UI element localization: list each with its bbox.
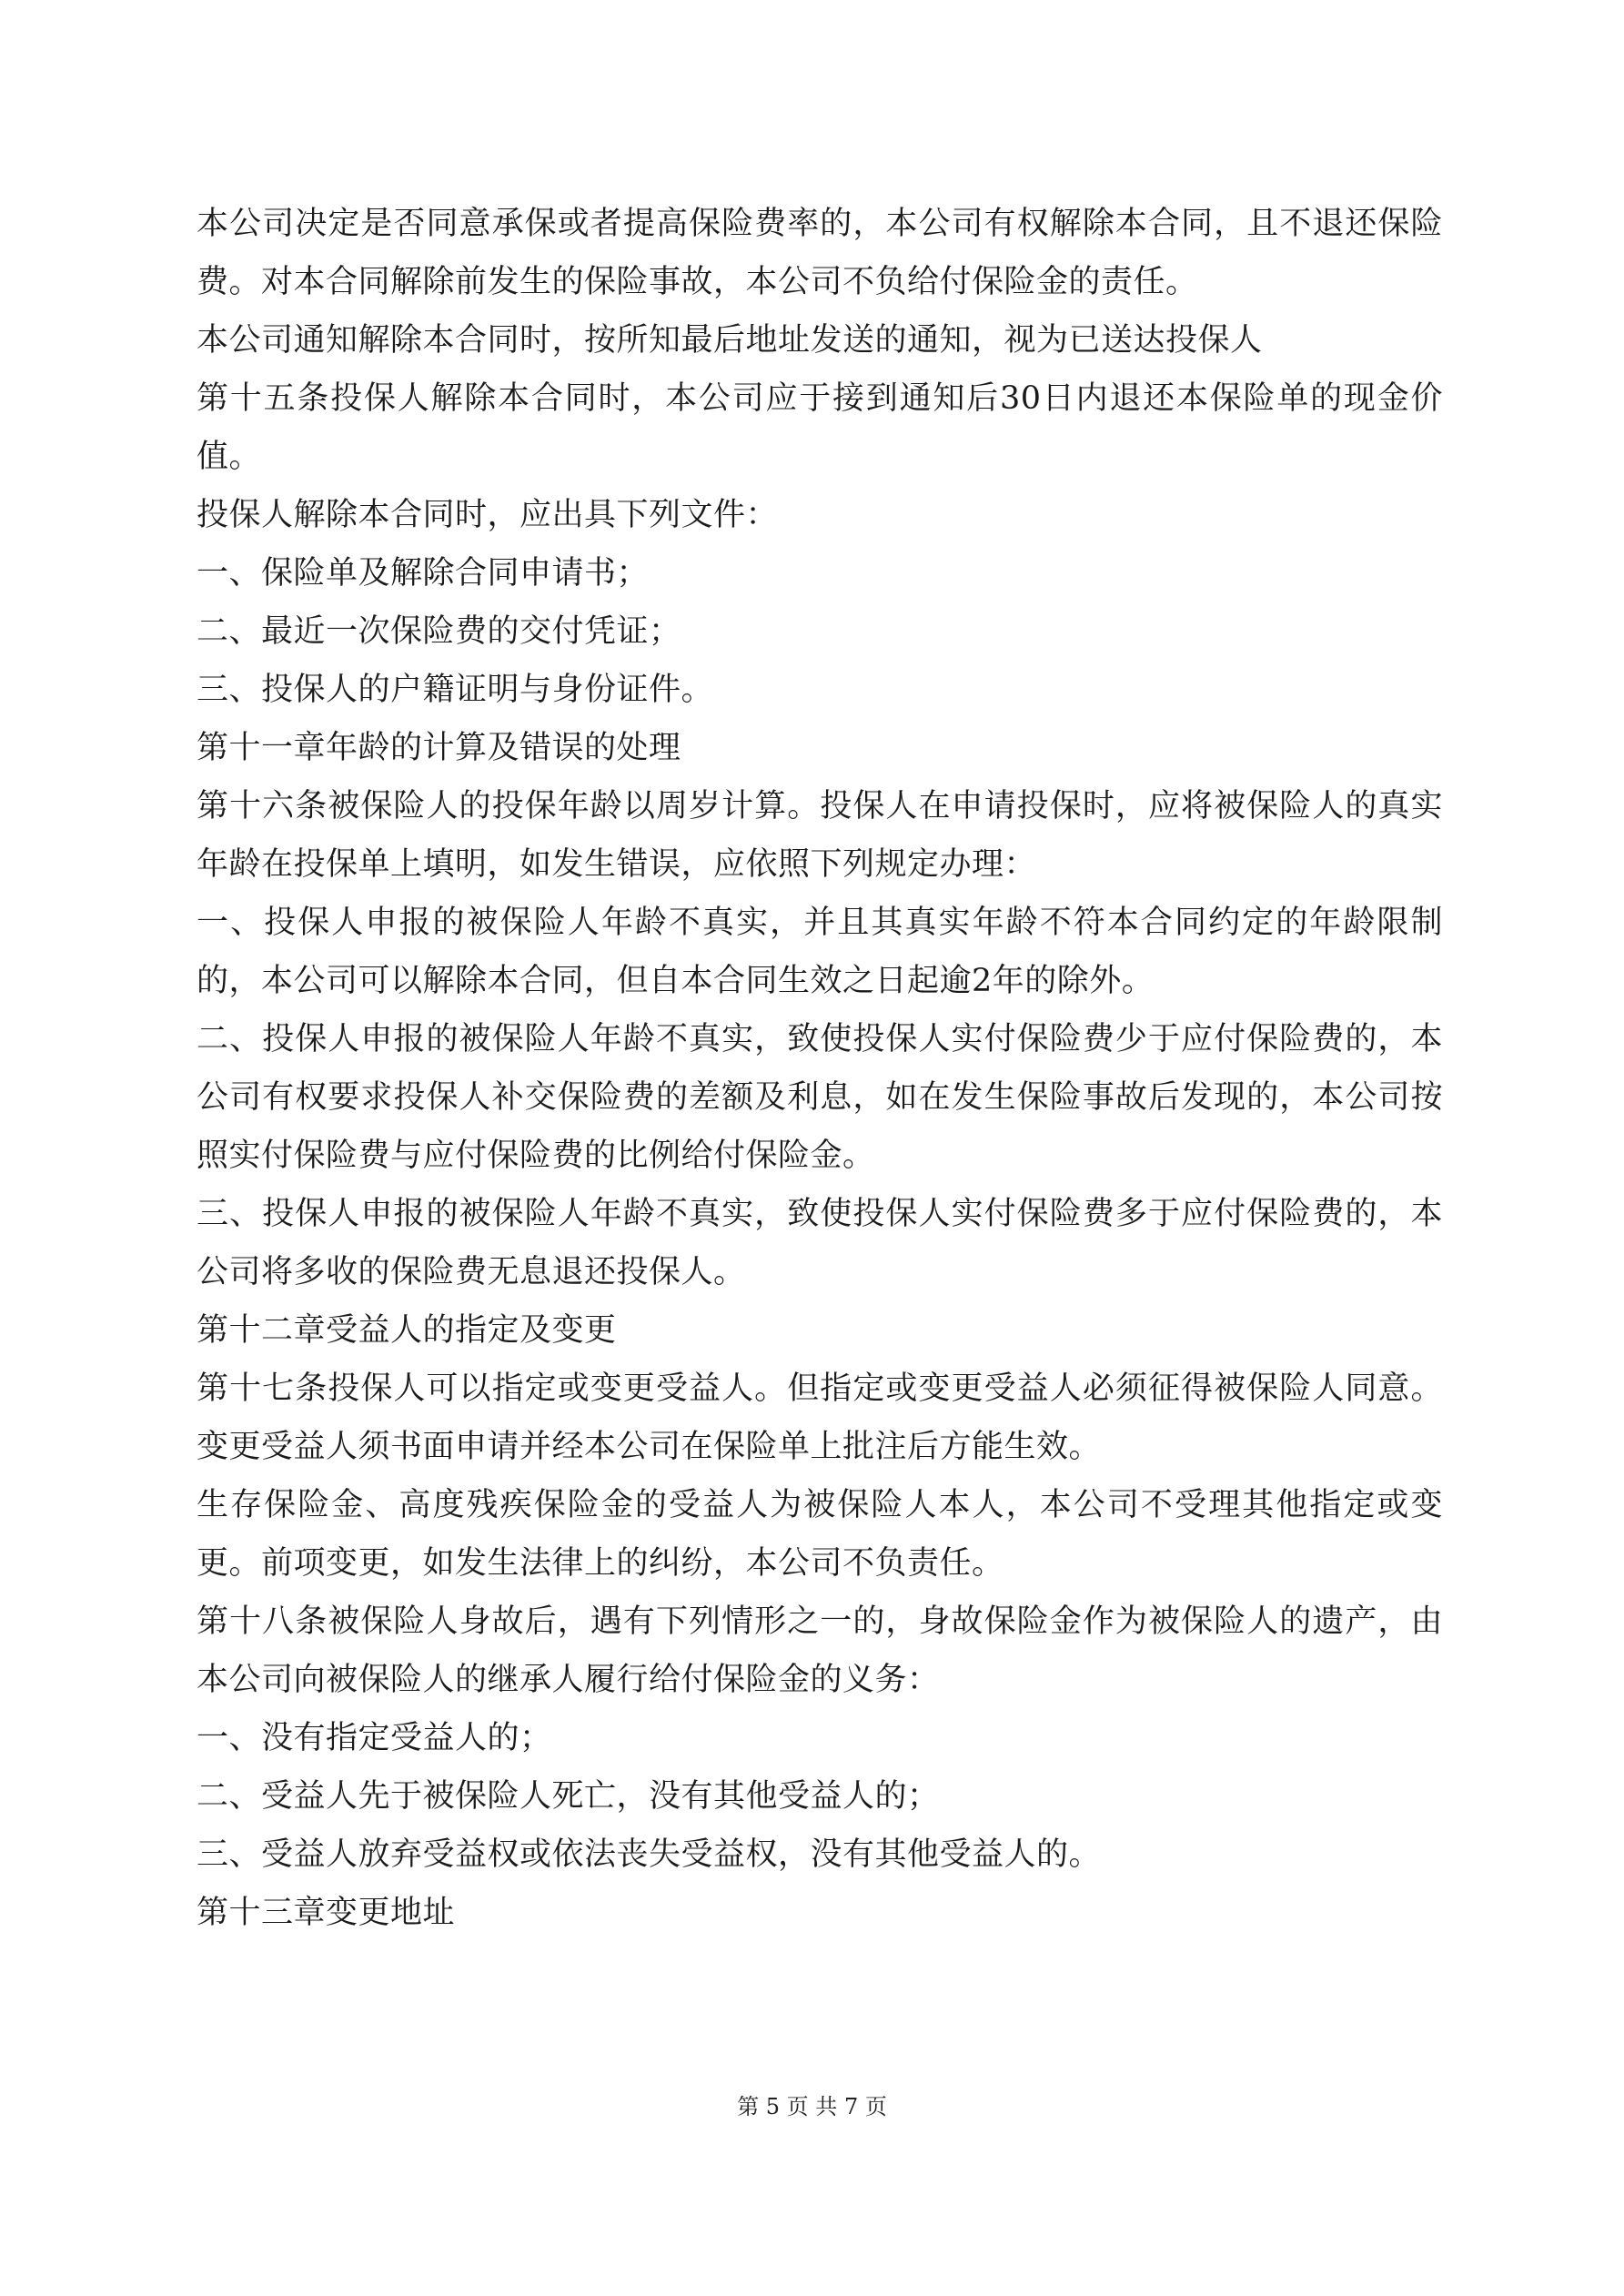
list-item-age-rule-1: 一、投保人申报的被保险人年龄不真实，并且其真实年龄不符本合同约定的年龄限制的，本公司可以解除本合同，但自本合同生效之日起逾2年的除外。 [197, 905, 1443, 999]
paragraph-termination-notice: 本公司通知解除本合同时，按所知最后地址发送的通知，视为已送达投保人 [197, 322, 1263, 359]
list-item-beneficiary-2: 二、受益人先于被保险人死亡，没有其他受益人的； [197, 1778, 940, 1815]
article-17: 第十七条投保人可以指定或变更受益人。但指定或变更受益人必须征得被保险人同意。变更受益人须书面申请并经本公司在保险单上批注后方能生效。 [197, 1371, 1443, 1465]
chapter-11-heading: 第十一章年龄的计算及错误的处理 [197, 730, 681, 766]
list-item-beneficiary-3: 三、受益人放弃受益权或依法丧失受益权，没有其他受益人的。 [197, 1836, 1102, 1873]
list-item-age-rule-2: 二、投保人申报的被保险人年龄不真实，致使投保人实付保险费少于应付保险费的，本公司有权要求投保人补交保险费的差额及利息，如在发生保险事故后发现的，本公司按照实付保险费与应付保险费的比例给付保险金。 [197, 1021, 1443, 1174]
page-number-footer: 第 5 页 共 7 页 [737, 2094, 887, 2119]
list-item-document-3: 三、投保人的户籍证明与身份证件。 [197, 672, 714, 708]
article-15: 第十五条投保人解除本合同时，本公司应于接到通知后30日内退还本保险单的现金价值。 [197, 380, 1443, 475]
paragraph-termination-approval: 本公司决定是否同意承保或者提高保险费率的，本公司有权解除本合同，且不退还保险费。对本合同解除前发生的保险事故，本公司不负给付保险金的责任。 [197, 206, 1443, 300]
document-body [197, 195, 1443, 1942]
list-item-beneficiary-1: 一、没有指定受益人的； [197, 1720, 552, 1756]
list-item-document-1: 一、保险单及解除合同申请书； [197, 555, 650, 592]
list-item-age-rule-3: 三、投保人申报的被保险人年龄不真实，致使投保人实付保险费多于应付保险费的，本公司将多收的保险费无息退还投保人。 [197, 1196, 1443, 1290]
article-18: 第十八条被保险人身故后，遇有下列情形之一的，身故保险金作为被保险人的遗产，由本公司向被保险人的继承人履行给付保险金的义务： [197, 1603, 1443, 1698]
paragraph-required-documents: 投保人解除本合同时，应出具下列文件： [197, 497, 779, 533]
article-16: 第十六条被保险人的投保年龄以周岁计算。投保人在申请投保时，应将被保险人的真实年龄在投保单上填明，如发生错误，应依照下列规定办理： [197, 788, 1443, 883]
chapter-13-heading: 第十三章变更地址 [197, 1895, 456, 1931]
list-item-document-2: 二、最近一次保险费的交付凭证； [197, 613, 681, 650]
chapter-12-heading: 第十二章受益人的指定及变更 [197, 1312, 617, 1349]
paragraph-beneficiary-self: 生存保险金、高度残疾保险金的受益人为被保险人本人，本公司不受理其他指定或变更。前项变更，如发生法律上的纠纷，本公司不负责任。 [197, 1487, 1443, 1582]
